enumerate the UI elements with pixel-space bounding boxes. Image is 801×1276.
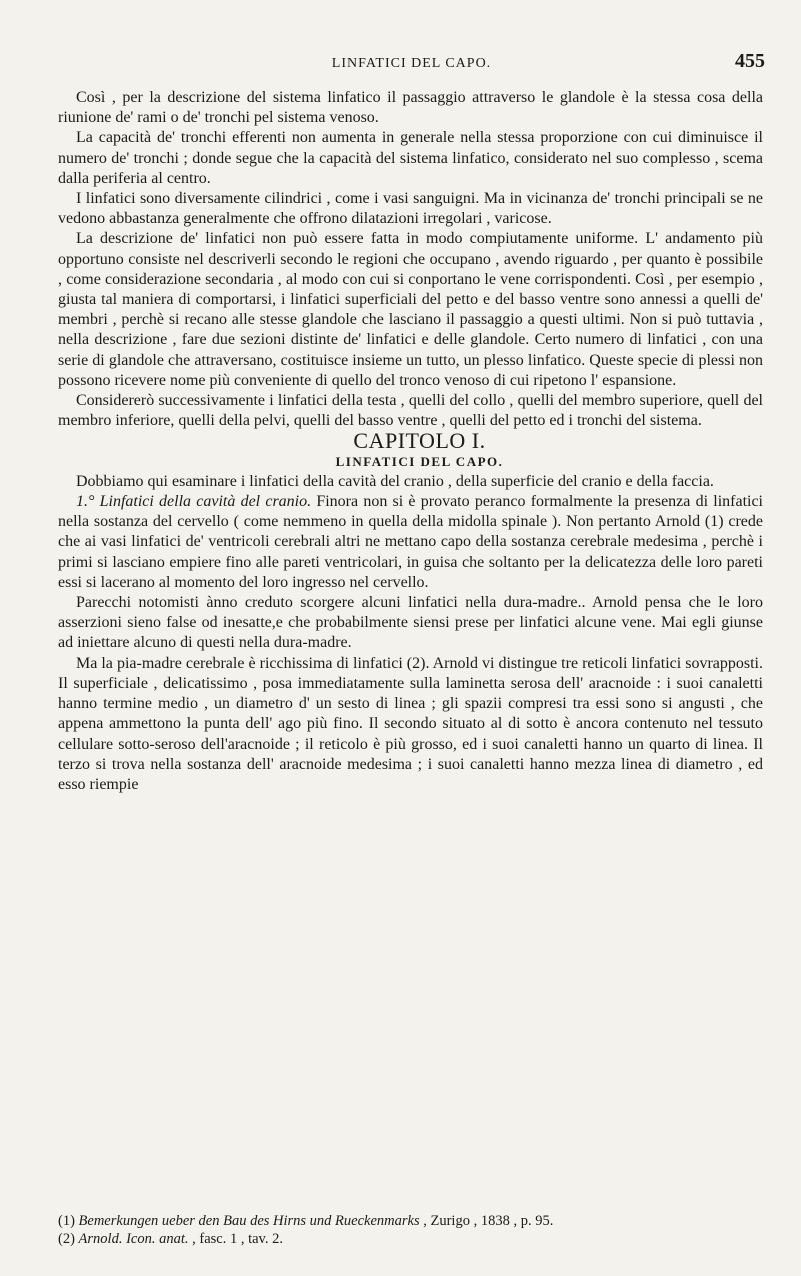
paragraph: Parecchi notomisti ànno creduto scorgere alcuni linfatici nella dura-madre.. Arnold pensa che le loro asserzioni sieno false od inesatte,e che probabilmente siensi prese per linfatici alcune vene. Mai egli giunse ad iniettare alcuno di questi nella dura-madre.	[58, 594, 763, 652]
footnote-mark: (2)	[58, 1231, 75, 1247]
footnote	[58, 1212, 763, 1230]
section-title: LINFATICI DEL CAPO.	[335, 453, 504, 469]
paragraph: Ma la pia-madre cerebrale è ricchissima di linfatici (2). Arnold vi distingue tre reticoli linfatici sovrapposti. Il superficiale , delicatissimo , posa immediatamente sulla laminetta serosa dell' aracnoide : i suoi canaletti hanno termine medio , un diametro d' un sesto di linea ; gli spazii compresi tra essi sono si angusti , che appena ammettono la punta dell' ago più fino. Il secondo situato al di sotto è ancora contenuto nel tessuto cellulare sotto-seroso dell'aracnoide ; il reticolo è più grosso, ed i suoi canaletti hanno un quarto di linea. Il terzo si trova nella sostanza dell' aracnoide medesima ; i suoi canaletti hanno mezza linea di diametro , ed esso riempie	[58, 654, 763, 793]
footnotes	[58, 1212, 763, 1248]
paragraph: Considererò successivamente i linfatici della testa , quelli del collo , quelli del membro superiore, quell del membro inferiore, quelli della pelvi, quelli del basso ventre , quelli del petto ed i tronchi del sistema.	[58, 392, 763, 430]
paragraph-text: Finora non si è provato peranco formalmente la presenza di linfatici nella sostanza del cervello ( come nemmeno in quella della midolla spinale ). Non pertanto Arnold (1) crede che ai vasi linfatici de' ventricoli cerebrali altri ne mettano capo della sostanza cerebrale medesima , perchè i primi si lasciano empiere fino alle pareti ventricolari, in guisa che soltanto per la delicatezza delle loro pareti essi si lacerano al momento del loro ingresso nel cervello.	[58, 493, 764, 591]
paragraph-lead: 1.° Linfatici della cavità del cranio.	[76, 493, 312, 511]
paragraph: La descrizione de' linfatici non può essere fatta in modo compiutamente uniforme. L' andamento più opportuno consiste nel descriverli secondo le regioni che occupano , avendo riguardo , per quanto è possibile , come considerazione secondaria , al modo con cui si conportano le vene corrispondenti. Così , per esempio , giusta tal maniera di comportarsi, i linfatici superficiali del petto e del basso ventre sono annessi a quelli de' membri , perchè si recano alle stesse glandole che lasciano il passaggio a questi ultimi. Non si può tuttavia , nella descrizione , fare due sezioni distinte de' linfatici e delle glandole. Certo numero di linfatici , con una serie di glandole che attraversano, costituisce insieme un tutto, un plesso linfatico. Queste specie di plessi non possono ricevere nome più conveniente di quello del tronco venoso di cui ripetono l' espansione.	[58, 230, 763, 389]
paragraph: Così , per la descrizione del sistema linfatico il passaggio attraverso le glandole è la stessa cosa della riunione de' rami o de' tronchi pel sistema venoso.	[58, 89, 763, 127]
page-number: 455	[735, 50, 765, 72]
footnote-mark: (1)	[58, 1213, 75, 1229]
paragraph-cranio	[58, 492, 763, 593]
footnote	[58, 1230, 763, 1248]
footnote-rest: , Zurigo , 1838 , p. 95.	[419, 1213, 554, 1229]
paragraph: La capacità de' tronchi efferenti non aumenta in generale nella stessa proporzione con cui diminuisce il numero de' tronchi ; donde segue che la capacità del sistema linfatico, considerato nel suo complesso , scema dalla periferia al centro.	[58, 129, 763, 187]
paragraph: Dobbiamo qui esaminare i linfatici della cavità del cranio , della superficie del cranio e della faccia.	[76, 472, 714, 490]
running-head	[58, 48, 765, 78]
footnote-rest: , fasc. 1 , tav. 2.	[188, 1231, 283, 1247]
footnote-work: Bemerkungen ueber den Bau des Hirns und Rueckenmarks	[78, 1213, 420, 1229]
paragraph: I linfatici sono diversamente cilindrici , come i vasi sanguigni. Ma in vicinanza de' tronchi principali se ne vedono abbastanza generalmente che offrono dilatazioni irregolari , varicose.	[58, 190, 763, 228]
chapter-title: CAPITOLO I.	[353, 428, 486, 454]
body-text	[58, 88, 763, 795]
running-title: LINFATICI DEL CAPO.	[331, 56, 492, 71]
footnote-work: Arnold. Icon. anat.	[78, 1231, 189, 1247]
